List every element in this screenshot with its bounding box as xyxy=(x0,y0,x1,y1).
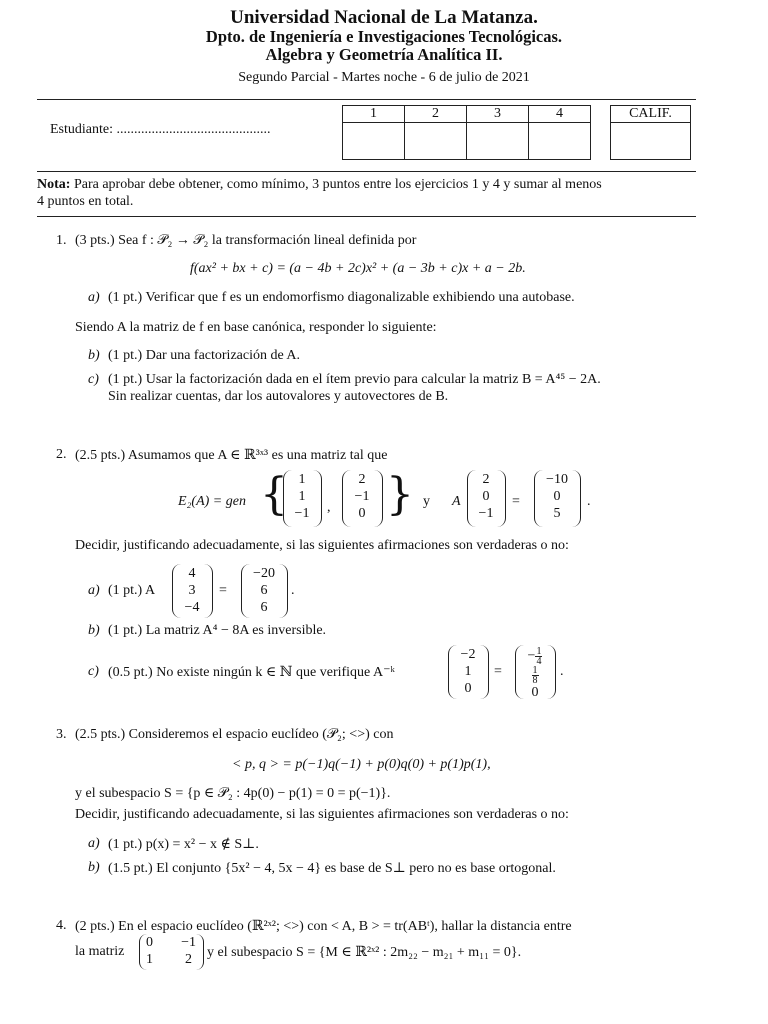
q2-a-v2-0: −20 xyxy=(253,566,275,581)
q4-line-2a: la matriz xyxy=(75,944,125,959)
q3-a-text: (1 pt.) p(x) = x² − x ∉ S⊥. xyxy=(108,837,259,852)
q2-c-v2-minus: − xyxy=(527,648,536,664)
q2-v2-2: 0 xyxy=(358,506,366,521)
q4-matrix xyxy=(146,934,196,968)
q2-a-v1-2: −4 xyxy=(184,600,200,615)
q2-v2-0: 2 xyxy=(358,472,366,487)
score-header-2: 2 xyxy=(405,106,467,123)
q2-matrix-a: A xyxy=(452,494,461,509)
q2-v4-1: 0 xyxy=(553,489,561,504)
q1-intro: (3 pts.) Sea f : 𝒫₂ → 𝒫₂ la transformación lineal definida por xyxy=(75,233,417,248)
q2-v3 xyxy=(475,471,497,522)
q2-c-v2-top-den: 4 xyxy=(536,656,542,667)
score-cell-1 xyxy=(343,123,405,160)
student-label: Estudiante: ............................................ xyxy=(50,122,271,137)
q2-left-brace: { xyxy=(260,469,288,520)
q2-c-equals: = xyxy=(494,664,502,679)
q2-c-text: (0.5 pt.) No existe ningún k ∈ ℕ que verifique A⁻ᵏ xyxy=(108,665,395,680)
q2-decide: Decidir, justificando adecuadamente, si las siguientes afirmaciones son verdaderas o no: xyxy=(75,538,569,553)
q2-a-v1-rparen xyxy=(204,564,213,618)
note-bold: Nota: xyxy=(37,177,71,192)
q2-c-v1-rparen xyxy=(480,645,489,699)
q4-line-1: (2 pts.) En el espacio euclídeo (ℝ²ˣ²; <>) con < A, B > = tr(ABᵗ), hallar la distancia entre xyxy=(75,919,572,934)
q2-v1-2: −1 xyxy=(294,506,310,521)
q2-period: . xyxy=(587,494,591,509)
q4-m22: 2 xyxy=(185,952,192,967)
q2-c-v2-rparen xyxy=(547,645,556,699)
mid-rule xyxy=(37,171,696,172)
q2-a-text: (1 pt.) A xyxy=(108,583,156,598)
q4-matrix-row-1 xyxy=(146,934,196,951)
q2-a-equals: = xyxy=(219,583,227,598)
q2-c-v1-0: −2 xyxy=(460,647,476,662)
q2-and: y xyxy=(423,494,430,509)
score-header-1: 1 xyxy=(343,106,405,123)
q2-c-v1-1: 1 xyxy=(464,664,472,679)
q4-matrix-row-2 xyxy=(146,951,196,968)
course-title: Algebra y Geometría Analítica II. xyxy=(265,45,503,64)
q2-v4-rparen xyxy=(572,470,581,527)
q2-a-v2-rparen xyxy=(279,564,288,618)
q3-b-text: (1.5 pt.) El conjunto {5x² − 4, 5x − 4} es base de S⊥ pero no es base ortogonal. xyxy=(108,861,556,876)
q2-b-text: (1 pt.) La matriz A⁴ − 8A es inversible. xyxy=(108,623,327,638)
q2-c-v2-bot: 0 xyxy=(531,685,539,700)
q2-a-label: a) xyxy=(88,583,100,598)
q2-v4-2: 5 xyxy=(553,506,561,521)
top-rule xyxy=(37,99,696,100)
grade-box xyxy=(610,105,691,160)
q2-c-v2 xyxy=(523,647,547,701)
q2-c-v1-2: 0 xyxy=(464,681,472,696)
q1-formula: f(ax² + bx + c) = (a − 4b + 2c)x² + (a − 3b + c)x + a − 2b. xyxy=(190,261,526,276)
q2-v1-rparen xyxy=(313,470,322,527)
q1-a-label: a) xyxy=(88,290,100,305)
q2-c-label: c) xyxy=(88,664,99,679)
q2-v1 xyxy=(291,471,313,522)
note-text: Para aprobar debe obtener, como mínimo, 3 puntos entre los ejercicios 1 y 4 y sumar al menos xyxy=(70,177,602,192)
department-title: Dpto. de Ingeniería e Investigaciones Tecnológicas. xyxy=(205,27,563,46)
q2-v1-0: 1 xyxy=(298,472,306,487)
note-line-1 xyxy=(37,177,602,193)
q2-c-v1 xyxy=(456,646,480,697)
q1-c-label: c) xyxy=(88,372,99,387)
q2-a-v1-1: 3 xyxy=(188,583,196,598)
q2-c-v2-mid xyxy=(523,666,547,685)
score-cell-2 xyxy=(405,123,467,160)
q2-v4 xyxy=(542,471,572,522)
q1-b-label: b) xyxy=(88,348,100,363)
q4-line-2b: y el subespacio S = {M ∈ ℝ²ˣ² : 2m₂₂ − m₂₁ + m₁₁ = 0}. xyxy=(207,945,522,960)
q1-mid-text: Siendo A la matriz de f en base canónica, responder lo siguiente: xyxy=(75,320,437,335)
q2-c-v2-mid-den: 8 xyxy=(532,675,538,686)
q4-matrix-rparen xyxy=(196,934,204,970)
q2-v2-1: −1 xyxy=(354,489,370,504)
q2-a-v1-0: 4 xyxy=(188,566,196,581)
q3-intro: (2.5 pts.) Consideremos el espacio euclídeo (𝒫₂; <>) con xyxy=(75,727,394,742)
q2-a-v2-2: 6 xyxy=(260,600,268,615)
q4-m12: −1 xyxy=(181,935,196,950)
q4-m21: 1 xyxy=(146,952,153,967)
q3-b-label: b) xyxy=(88,860,100,875)
grade-header: CALIF. xyxy=(611,106,691,123)
q2-v2-rparen xyxy=(374,470,383,527)
q2-a-v2-1: 6 xyxy=(260,583,268,598)
q2-v4-0: −10 xyxy=(546,472,568,487)
q2-c-period: . xyxy=(560,664,564,679)
q4-m11: 0 xyxy=(146,935,153,950)
q1-b-text: (1 pt.) Dar una factorización de A. xyxy=(108,348,301,363)
score-header-3: 3 xyxy=(467,106,529,123)
q1-c-text-1: (1 pt.) Usar la factorización dada en el ítem previo para calcular la matriz B = A⁴⁵ − 2A. xyxy=(108,372,601,387)
q2-equals: = xyxy=(512,494,520,509)
q2-v2 xyxy=(350,471,374,522)
score-grid xyxy=(342,105,591,160)
q3-formula: < p, q > = p(−1)q(−1) + p(0)q(0) + p(1)p(1), xyxy=(232,757,491,772)
exam-subtitle: Segundo Parcial - Martes noche - 6 de julio de 2021 xyxy=(238,70,530,85)
q4-number: 4. xyxy=(56,918,67,933)
q3-number: 3. xyxy=(56,727,67,742)
q3-a-label: a) xyxy=(88,836,100,851)
q2-e2-label: E₂(A) = gen xyxy=(178,494,246,509)
bottom-rule xyxy=(37,216,696,217)
q2-intro: (2.5 pts.) Asumamos que A ∈ ℝ³ˣ³ es una matriz tal que xyxy=(75,448,388,463)
q2-right-brace: } xyxy=(386,469,414,520)
q3-decide: Decidir, justificando adecuadamente, si las siguientes afirmaciones son verdaderas o no: xyxy=(75,807,569,822)
q2-b-label: b) xyxy=(88,623,100,638)
q2-a-v1 xyxy=(180,565,204,616)
q2-a-v2 xyxy=(249,565,279,616)
q2-v3-rparen xyxy=(497,470,506,527)
q2-c-v2-top-num: 1 xyxy=(536,646,542,657)
q1-a-text: (1 pt.) Verificar que f es un endomorfismo diagonalizable exhibiendo una autobase. xyxy=(108,290,575,305)
q1-number: 1. xyxy=(56,233,67,248)
university-title: Universidad Nacional de La Matanza. xyxy=(230,7,538,28)
q2-v3-1: 0 xyxy=(482,489,490,504)
q2-v1-1: 1 xyxy=(298,489,306,504)
q2-a-period: . xyxy=(291,583,295,598)
q2-v3-2: −1 xyxy=(478,506,494,521)
q2-comma: , xyxy=(327,500,331,515)
q2-number: 2. xyxy=(56,447,67,462)
q2-v3-0: 2 xyxy=(482,472,490,487)
score-cell-4 xyxy=(529,123,591,160)
score-cell-3 xyxy=(467,123,529,160)
q3-subspace: y el subespacio S = {p ∈ 𝒫₂ : 4p(0) − p(1) = 0 = p(−1)}. xyxy=(75,786,391,801)
q2-c-v2-mid-num: 1 xyxy=(532,665,538,676)
score-header-4: 4 xyxy=(529,106,591,123)
q2-c-v2-top xyxy=(523,647,547,666)
grade-cell xyxy=(611,123,691,160)
note-line-2: 4 puntos en total. xyxy=(37,194,134,209)
q1-c-text-2: Sin realizar cuentas, dar los autovalores y autovectores de B. xyxy=(108,389,449,404)
